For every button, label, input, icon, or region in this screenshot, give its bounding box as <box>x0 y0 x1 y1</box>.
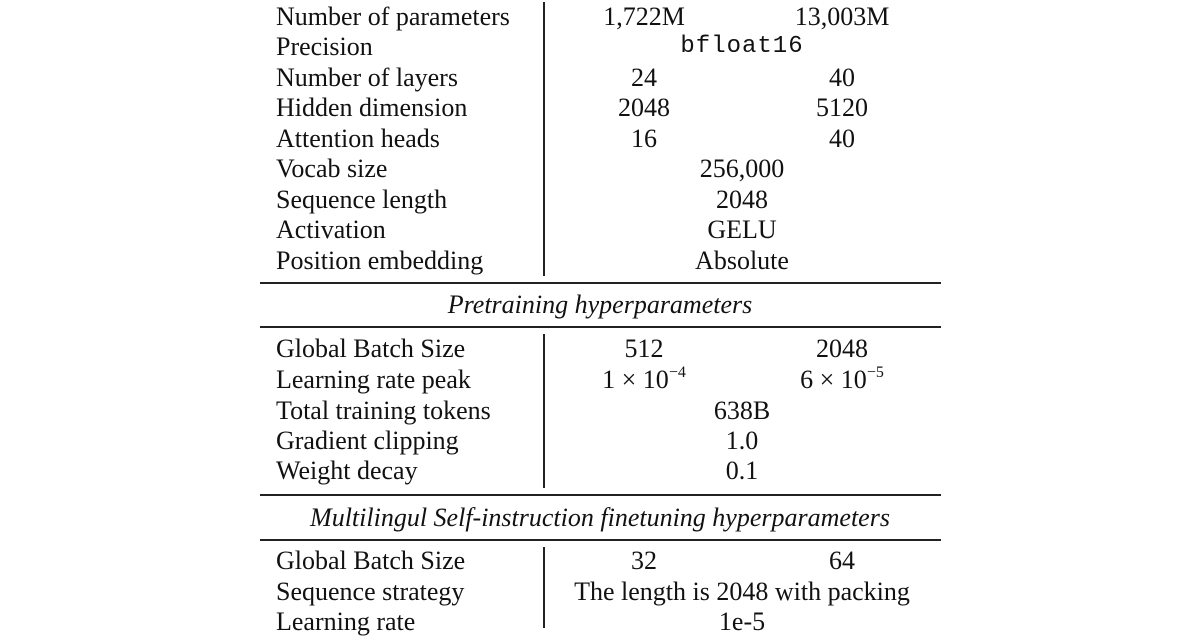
section-rule <box>260 326 941 328</box>
cell-value: 256,000 <box>699 154 785 183</box>
cell-value <box>602 365 686 395</box>
value-base: 6 × 10 <box>800 365 867 394</box>
row-label: Precision <box>276 32 373 61</box>
value-exponent: −5 <box>866 364 884 381</box>
column-divider <box>543 2 545 276</box>
value-base: 1 × 10 <box>602 365 669 394</box>
cell-value: 1e-5 <box>718 607 766 636</box>
cell-value: Absolute <box>695 246 789 275</box>
column-divider <box>543 547 545 628</box>
row-label: Vocab size <box>276 154 388 183</box>
cell-value: 24 <box>631 63 657 92</box>
cell-value: 16 <box>631 124 657 153</box>
cell-value: 40 <box>829 63 855 92</box>
cell-value: The length is 2048 with packing <box>574 577 910 606</box>
cell-value: 2048 <box>716 185 768 214</box>
cell-value: 32 <box>631 546 657 575</box>
cell-value: 1.0 <box>725 426 759 455</box>
row-label: Sequence strategy <box>276 577 465 606</box>
cell-value: 5120 <box>816 93 868 122</box>
row-label: Position embedding <box>276 246 484 275</box>
row-label: Learning rate peak <box>276 365 471 394</box>
row-label: Total training tokens <box>276 396 491 425</box>
cell-value: bfloat16 <box>680 33 804 60</box>
row-label: Hidden dimension <box>276 93 468 122</box>
cell-value: GELU <box>707 215 777 244</box>
row-label: Attention heads <box>276 124 440 153</box>
section-rule <box>260 282 941 284</box>
section-rule <box>260 539 941 541</box>
cell-value: 13,003M <box>794 2 890 31</box>
cell-value: 638B <box>713 396 771 425</box>
row-label: Activation <box>276 215 386 244</box>
value-exponent: −4 <box>668 364 686 381</box>
row-label: Weight decay <box>276 456 418 485</box>
row-label: Global Batch Size <box>276 546 466 575</box>
row-label: Number of parameters <box>276 2 510 31</box>
cell-value: 1,722M <box>603 2 685 31</box>
cell-value: 0.1 <box>725 456 759 485</box>
cell-value: 2048 <box>618 93 670 122</box>
section-rule <box>260 494 941 496</box>
row-label: Learning rate <box>276 607 416 636</box>
row-label: Global Batch Size <box>276 334 466 363</box>
cell-value: 2048 <box>816 334 868 363</box>
cell-value: 40 <box>829 124 855 153</box>
section-title-pretraining: Pretraining hyperparameters <box>447 290 753 319</box>
cell-value: 512 <box>624 334 664 363</box>
row-label: Gradient clipping <box>276 426 459 455</box>
cell-value <box>800 365 884 395</box>
row-label: Sequence length <box>276 185 448 214</box>
section-title-finetuning: Multilingul Self-instruction finetuning hyperparameters <box>310 503 890 532</box>
row-label: Number of layers <box>276 63 458 92</box>
cell-value: 64 <box>829 546 855 575</box>
column-divider <box>543 334 545 488</box>
